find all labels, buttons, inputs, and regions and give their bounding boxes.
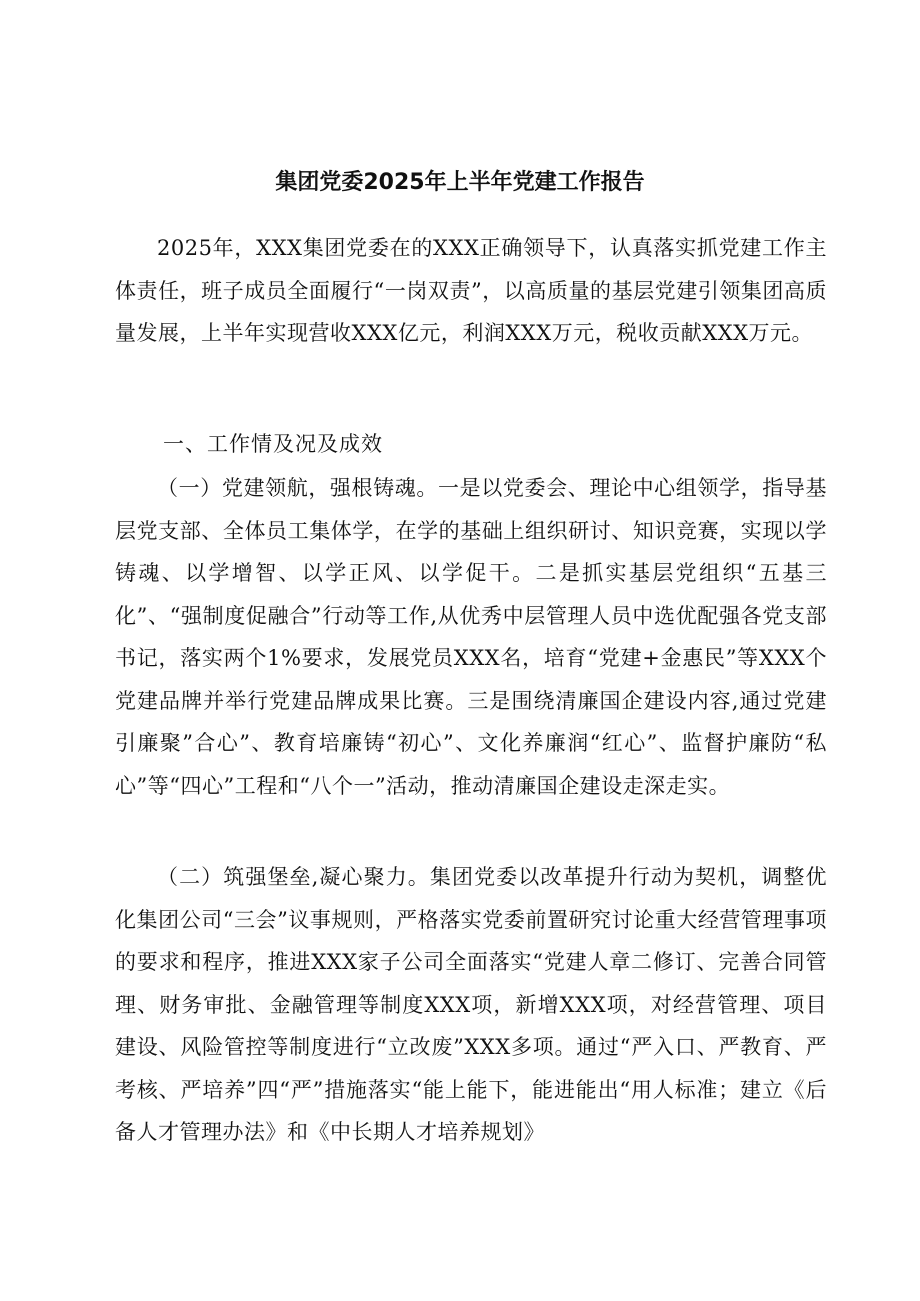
paragraph-strengthen-fortress: （二）筑强堡垒,凝心聚力。集团党委以改革提升行动为契机，调整优化集团公司“三会”议事规则，严格落实党委前置研究讨论重大经营管理事项的要求和程序，推进XXX家子公司全面落实“党建人章二修订、完善合同管理、财务审批、金融管理等制度XXX项，新增XXX项，对经营管理、项目建设、风险管控等制度进行“立改废”XXX多项。通过“严入口、严教育、严考核、严培养”四“严”措施落实“能上能下，能进能出“用人标准；建立《后备人才管理办法》和《中长期人才培养规划》 — [115, 865, 827, 1144]
document-title: 集团党委2025年上半年党建工作报告 — [275, 170, 645, 195]
paragraph-party-building-leadership: （一）党建领航，强根铸魂。一是以党委会、理论中心组领学，指导基层党支部、全体员工集体学，在学的基础上组织研讨、知识竞赛，实现以学铸魂、以学增智、以学正风、以学促干。二是抓实基层党组织“五基三化”、“强制度促融合”行动等工作,从优秀中层管理人员中选优配强各党支部书记，落实两个1%要求，发展党员XXX名，培育“党建+金惠民”等XXX个党建品牌并举行党建品牌成果比赛。三是围绕清廉国企建设内容,通过党建引廉聚”合心”、教育培廉铸“初心”、文化养廉润“红心”、监督护廉防“私心”等“四心”工程和“八个一”活动，推动清廉国企建设走深走实。 — [115, 476, 827, 798]
intro-paragraph: 2025年，XXX集团党委在的XXX正确领导下，认真落实抓党建工作主体责任，班子成员全面履行“一岗双责”，以高质量的基层党建引领集团高质量发展，上半年实现营收XXX亿元，利润XXX万元，税收贡献XXX万元。 — [115, 236, 827, 345]
section-heading: 一、工作情及况及成效 — [163, 432, 383, 456]
